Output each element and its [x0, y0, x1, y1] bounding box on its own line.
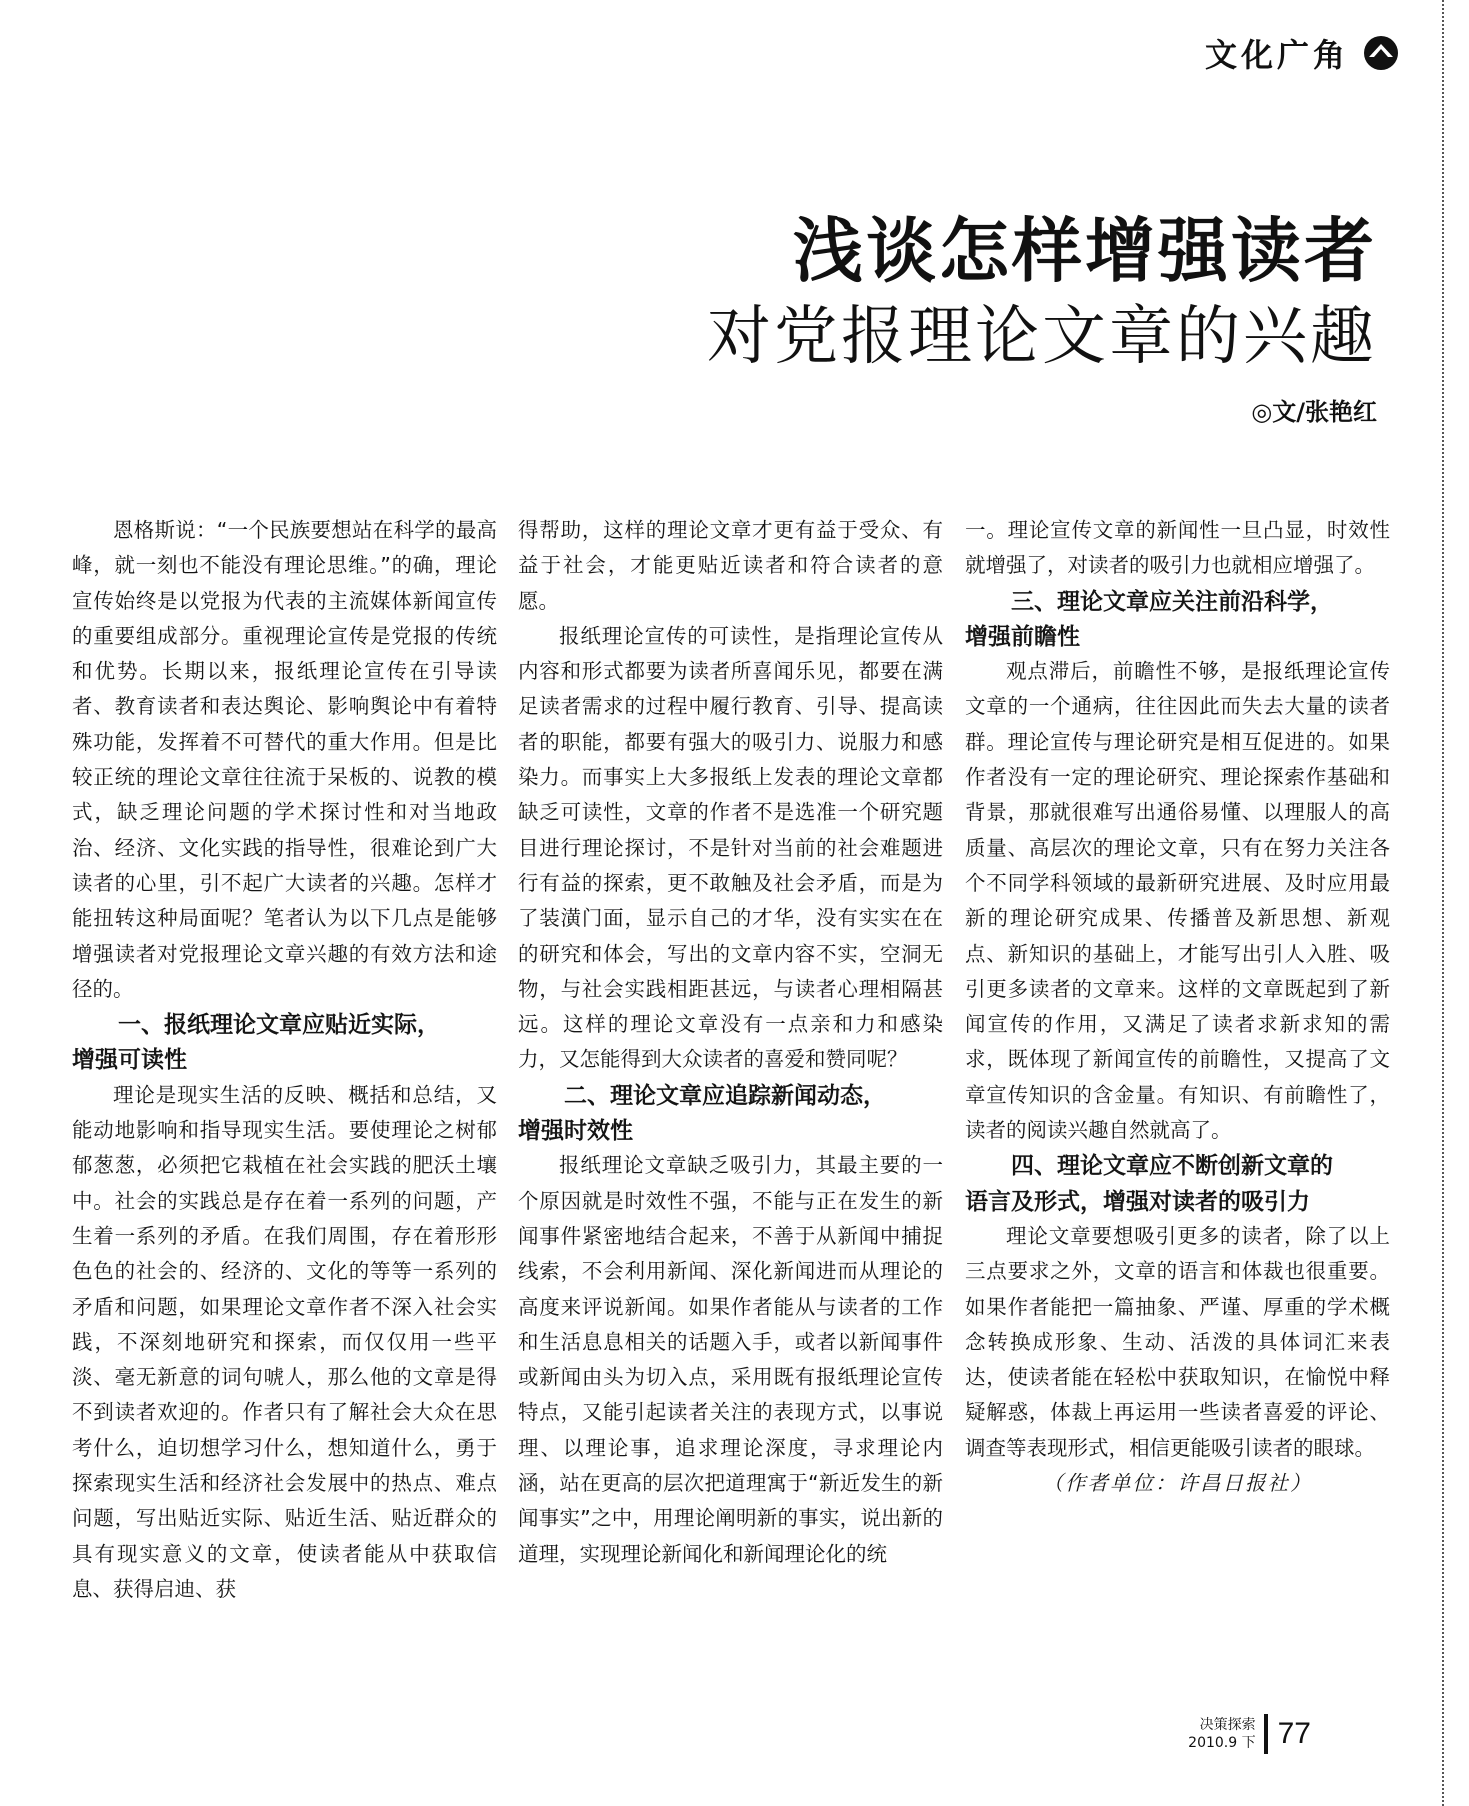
paragraph: 观点滞后，前瞻性不够，是报纸理论宣传文章的一个通病，往往因此而失去大量的读者群。理论宣传与理论研究是相互促进的。如果作者没有一定的理论研究、理论探索作基础和背景，那就很难写出通俗易懂、以理服人的高质量、高层次的理论文章，只有在努力关注各个不同学科领域的最新研究进展、及时应用最新的理论研究成果、传播普及新思想、新观点、新知识的基础上，才能写出引人入胜、吸引更多读者的文章来。这样的文章既起到了新闻宣传的作用，又满足了读者求新求知的需求，既体现了新闻宣传的前瞻性，又提高了文章宣传知识的含金量。有知识、有前瞻性了，读者的阅读兴趣自然就高了。 — [965, 659, 1390, 1143]
footer-divider — [1264, 1714, 1268, 1754]
article-title-line-1: 浅谈怎样增强读者 — [793, 210, 1377, 292]
paragraph: 恩格斯说：“一个民族要想站在科学的最高峰，就一刻也不能没有理论思维。”的确，理论宣传始终是以党报为代表的主流媒体新闻宣传的重要组成部分。重视理论宣传是党报的传统和优势。长期以来，报纸理论宣传在引导读者、教育读者和表达舆论、影响舆论中有着特殊功能，发挥着不可替代的重大作用。但是比较正统的理论文章往往流于呆板的、说教的模式，缺乏理论问题的学术探讨性和对当地政治、经济、文化实践的指导性，很难论到广大读者的心里，引不起广大读者的兴趣。怎样才能扭转这种局面呢？笔者认为以下几点是能够增强读者对党报理论文章兴趣的有效方法和途径的。 — [72, 518, 497, 1001]
heading-line: 二、理论文章应追踪新闻动态， — [564, 1081, 886, 1109]
page-number: 77 — [1277, 1717, 1311, 1750]
section-label: 文化广角 — [1204, 36, 1349, 74]
issue-line — [1188, 1734, 1255, 1752]
page-edge-dotted-line — [1442, 0, 1444, 1806]
page-footer — [1188, 1714, 1311, 1754]
issue-date: 2010.9 — [1188, 1735, 1238, 1751]
section-header — [1205, 30, 1399, 76]
paragraph: 得帮助，这样的理论文章才更有益于受众、有益于社会，才能更贴近读者和符合读者的意愿。 — [518, 518, 943, 613]
paragraph: 一。理论宣传文章的新闻性一旦凸显，时效性就增强了，对读者的吸引力也就相应增强了。 — [965, 518, 1390, 578]
heading-line: 增强可读性 — [72, 1046, 187, 1074]
text-column-2 — [518, 513, 943, 1572]
magazine-name: 决策探索 — [1199, 1717, 1256, 1733]
heading-line: 语言及形式，增强对读者的吸引力 — [965, 1187, 1310, 1215]
section-heading-3 — [965, 584, 1390, 655]
text-column-3 — [965, 513, 1390, 1501]
section-heading-1 — [72, 1007, 497, 1078]
heading-line: 三、理论文章应关注前沿科学， — [1011, 587, 1333, 615]
paragraph: 理论文章要想吸引更多的读者，除了以上三点要求之外，文章的语言和体裁也很重要。如果作者能把一篇抽象、严谨、厚重的学术概念转换成形象、生动、活泼的具体词汇来表达，使读者能在轻松中获取知识，在愉悦中释疑解惑，体裁上再运用一些读者喜爱的评论、调查等表现形式，相信更能吸引读者的眼球。 — [965, 1223, 1390, 1460]
section-emblem-icon — [1363, 35, 1399, 71]
heading-line: 四、理论文章应不断创新文章的 — [1011, 1152, 1333, 1180]
section-heading-4 — [965, 1148, 1390, 1219]
heading-line: 一、报纸理论文章应贴近实际， — [118, 1011, 440, 1039]
paragraph: 报纸理论宣传的可读性，是指理论宣传从内容和形式都要为读者所喜闻乐见，都要在满足读者需求的过程中履行教育、引导、提高读者的职能，都要有强大的吸引力、说服力和感染力。而事实上大多报纸上发表的理论文章都缺乏可读性，文章的作者不是选准一个研究题目进行理论探讨，不是针对当前的社会难题进行有益的探索，更不敢触及社会矛盾，而是为了装潢门面，显示自己的才华，没有实实在在的研究和体会，写出的文章内容不实，空洞无物，与社会实践相距甚远，与读者心理相隔甚远。这样的理论文章没有一点亲和力和感染力，又怎能得到大众读者的喜爱和赞同呢？ — [518, 623, 943, 1072]
author-affiliation: （作者单位：许昌日报社） — [1042, 1471, 1313, 1496]
paragraph: 理论是现实生活的反映、概括和总结，又能动地影响和指导现实生活。要使理论之树郁郁葱葱，必须把它栽植在社会实践的肥沃土壤中。社会的实践总是存在着一系列的问题，产生着一系列的矛盾。在我们周围，存在着形形色色的社会的、经济的、文化的等等一系列的矛盾和问题，如果理论文章作者不深入社会实践，不深刻地研究和探索，而仅仅用一些平淡、毫无新意的词句唬人，那么他的文章是得不到读者欢迎的。作者只有了解社会大众在思考什么，迫切想学习什么，想知道什么，勇于探索现实生活和经济社会发展中的热点、难点问题，写出贴近实际、贴近生活、贴近群众的具有现实意义的文章，使读者能从中获取信息、获得启迪、获 — [72, 1082, 497, 1601]
paragraph: 报纸理论文章缺乏吸引力，其最主要的一个原因就是时效性不强，不能与正在发生的新闻事件紧密地结合起来，不善于从新闻中捕捉线索，不会利用新闻、深化新闻进而从理论的高度来评说新闻。如果作者能从与读者的工作和生活息息相关的话题入手，或者以新闻事件或新闻由头为切入点，采用既有报纸理论宣传特点，又能引起读者关注的表现方式，以事说理、以理论事，追求理论深度，寻求理论内涵，站在更高的层次把道理寓于“新近发生的新闻事实”之中，用理论阐明新的事实，说出新的道理，实现理论新闻化和新闻理论化的统 — [518, 1153, 943, 1566]
section-heading-2 — [518, 1078, 943, 1149]
text-column-1 — [72, 513, 497, 1607]
heading-line: 增强时效性 — [518, 1117, 633, 1145]
heading-line: 增强前瞻性 — [965, 622, 1080, 650]
author-byline: ◎文/张艳红 — [1251, 398, 1377, 426]
issue-half: 下 — [1241, 1735, 1256, 1751]
article-title-line-2: 对党报理论文章的兴趣 — [707, 300, 1377, 374]
magazine-info — [1188, 1716, 1255, 1752]
